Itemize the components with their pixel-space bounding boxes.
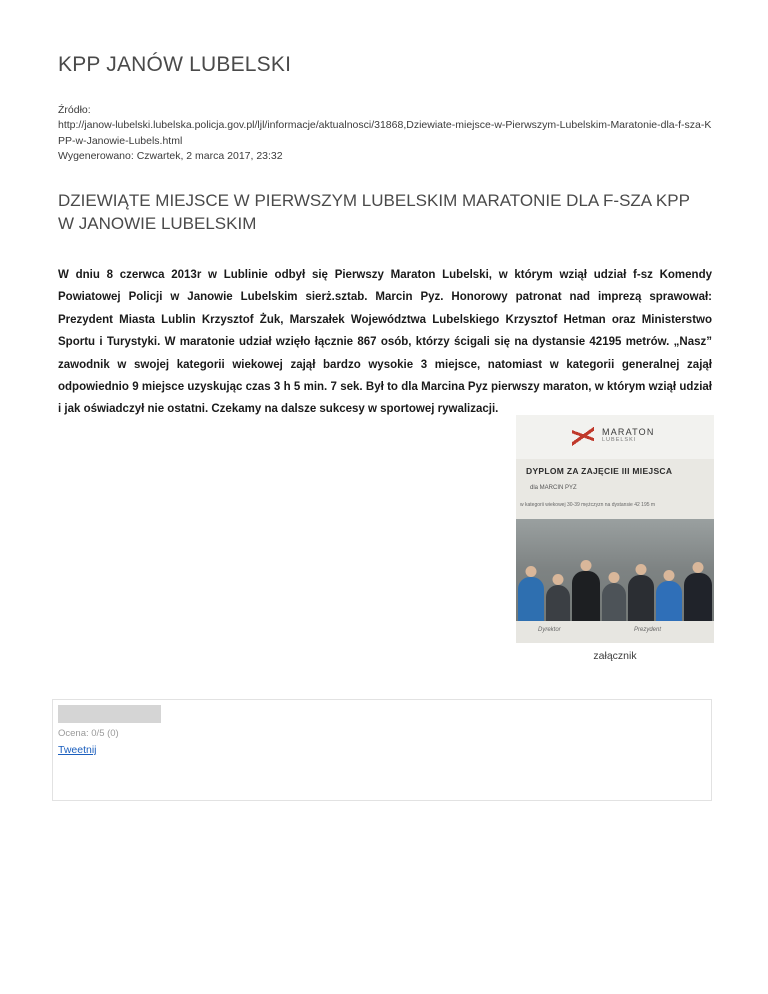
signature-left: Dyrektor: [538, 627, 561, 633]
rating-stars[interactable]: [58, 705, 161, 723]
generated-timestamp: Wygenerowano: Czwartek, 2 marca 2017, 23:32: [58, 149, 283, 162]
page-title: KPP JANÓW LUBELSKI: [58, 53, 292, 76]
runner-head: [553, 574, 564, 585]
diploma-title: DYPLOM ZA ZAJĘCIE III MIEJSCA: [526, 466, 673, 476]
runner-head: [581, 560, 592, 571]
runner-head: [664, 570, 675, 581]
document-meta: [58, 103, 712, 164]
runner-head: [636, 564, 647, 575]
article-body: W dniu 8 czerwca 2013r w Lublinie odbył się Pierwszy Maraton Lubelski, w którym wziął udział f-sz Komendy Powiatowej Policji w Janowie Lubelskim sierż.sztab. Marcin Pyz. Honorowy patronat nad imprezą sprawował: Prezydent Miasta Lublin Krzysztof Żuk, Marszałek Województwa Lubelskiego Krzysztof Hetman oraz Ministerstwo Sportu i Turystyki. W maratonie udział wzięło łącznie 867 osób, którzy ścigali się na dystansie 42195 metrów. „Nasz” zawodnik w swojej kategorii wiekowej zajął bardzo wysokie 3 miejsce, natomiast w kategorii generalnej zajął odpowiednio 9 miejsce uzyskując czas 3 h 5 min. 7 sek. Był to dla Marcina Pyz pierwszy maraton, w którym wziął udział i jak oświadczył nie ostatni. Czekamy na dalsze sukcesy w sportowej rywalizacji.: [58, 268, 712, 416]
article-title: DZIEWIĄTE MIEJSCE W PIERWSZYM LUBELSKIM MARATONIE DLA F-SZA KPP W JANOWIE LUBELSKIM: [58, 191, 690, 233]
signature-right: Prezydent: [634, 627, 662, 633]
rating-text: Ocena: 0/5 (0): [58, 728, 119, 739]
banner-title: [602, 427, 655, 443]
banner-title-text: MARATON: [602, 427, 655, 437]
source-url: http://janow-lubelski.lubelska.policja.gov.pl/ljl/informacje/aktualnosci/31868,Dziewiate-miejsce-w-Pierwszym-Lubelskim-Maratonie-dla-f-sza-KPP-w-Janowie-Lubels.html: [58, 119, 712, 147]
footer-box: [52, 699, 712, 801]
diploma-name-line: dla MARCIN PYZ: [530, 485, 577, 491]
runner-head: [609, 572, 620, 583]
runner-head: [526, 566, 537, 577]
diploma-category-line: w kategorii wiekowej 30-39 mężczyzn na dystansie 42 195 m: [520, 502, 656, 508]
tweet-link[interactable]: Tweetnij: [58, 744, 97, 756]
banner-subtitle-text: LUBELSKI: [602, 437, 637, 443]
runner-head: [693, 562, 704, 573]
marathon-photo: [516, 415, 714, 643]
photo-banner: [516, 415, 714, 460]
source-label: Źródło:: [58, 104, 91, 117]
marathon-logo-icon: [572, 424, 594, 448]
diploma-area: [516, 459, 714, 520]
attachment-figure: [516, 415, 714, 662]
photo-footer: [516, 621, 714, 643]
figure-caption: załącznik: [593, 650, 637, 662]
